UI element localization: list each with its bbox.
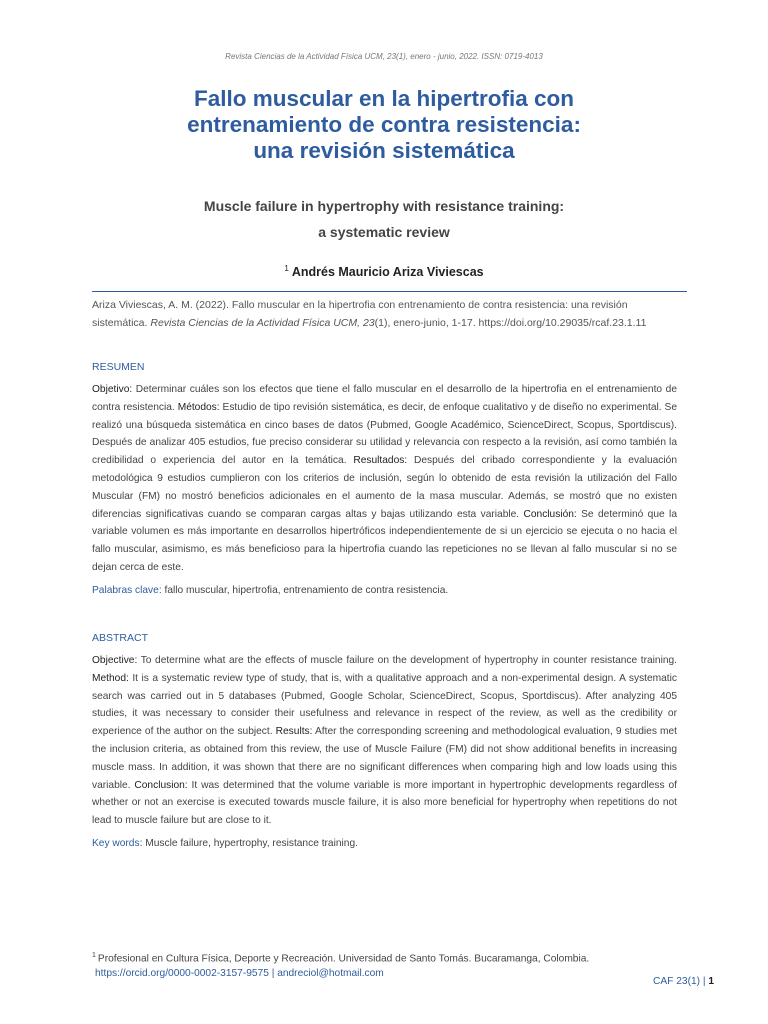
abstract-heading: ABSTRACT [92, 632, 149, 644]
palabras-clave-label: Palabras clave: [92, 584, 162, 596]
resumen-body [92, 381, 677, 577]
method-text: It is a systematic review type of study, that is, with a qualitative approach and a non-experimental design. A systematic search was carried out in 5 databases (Pubmed, Google Scholar, ScienceDirect, Scopus, Sportdiscus). After analyzing 405 studies, it was necessary to consider their usefulness and relevance in respect of the review, as well as the credibility or experience of the author on the subject. [92, 672, 677, 738]
conclusion-text: Se determinó que la variable volumen es más importante en desarrollos hipertróficos independientemente de si un ejercicio se ejecuta o no hacia el fallo muscular, asimismo, es más beneficioso para la hipertrofia cuando las repeticiones no se llevan al fallo muscular si no se dejan cerca de este. [92, 508, 677, 573]
objective-text: To determine what are the effects of muscle failure on the development of hypertrophy in counter resistance training. [137, 655, 677, 666]
metodos-label: Métodos: [177, 401, 220, 413]
conclusion-label: Conclusión: [523, 508, 577, 520]
objetivo-text: Determinar cuáles son los efectos que tiene el fallo muscular en el desarrollo de la hipertrofia en el entrenamiento de contra resistencia. [92, 384, 677, 413]
title-line: entrenamiento de contra resistencia: [187, 112, 581, 137]
results-text: After the corresponding screening and methodological evaluation, 9 studies met the inclusion criteria, as obtained from this review, the use of Muscle Failure (FM) did not show additional benefits in increasing muscle mass. In addition, it was shown that there are no significant differences when comparing high and low loads using this variable. [92, 726, 677, 791]
page-number: 1 [708, 976, 714, 987]
metodos-text: Estudio de tipo revisión sistemática, es decir, de enfoque cualitativo y de diseño no experimental. Se realizó una búsqueda sistemática en cinco bases de datos (Pubmed, Google Académico, ScienceDirect, Scopus, Sportdiscus). Después de analizar 405 estudios, fue preciso considerar su utilidad y relevancia con respecto a la revisión, así como también la credibilidad o experiencia del autor en la temática. [92, 401, 678, 467]
resumen-heading: RESUMEN [92, 361, 145, 373]
subtitle-line: a systematic review [318, 224, 450, 240]
title-line: una revisión sistemática [253, 138, 515, 163]
abstract-conclusion-text: It was determined that the volume variable is more important in hypertrophic developments regardless of whether or not an exercise is executed towards muscle failure, it is also more beneficial for hypertrophy when repetitions do not lead to muscle failure but are close to it. [92, 779, 677, 827]
key-words-label: Key words [92, 837, 140, 849]
method-label: Method: [92, 672, 129, 684]
article-title [80, 86, 688, 164]
objective-label: Objective: [92, 655, 138, 666]
palabras-clave [92, 582, 677, 599]
footnote-affiliation: Profesional en Cultura Física, Deporte y Recreación. Universidad de Santo Tomás. Bucaramanga, Colombia. [97, 953, 590, 965]
resultados-text: Después del cribado correspondiente y la evaluación metodológica 9 estudios cumplieron con los criterios de inclusión, según lo obtenido de esta revisión la utilización del Fallo Muscular (FM) no mostró beneficios adicionales en el aumento de la masa muscular. Además, se mostró que no existen diferencias significativas cuando se comparan cargas altas y bajas utilizando esta variable. [92, 455, 677, 520]
citation [92, 296, 677, 332]
abstract-conclusion-label: Conclusion: [134, 779, 188, 791]
subtitle-line: Muscle failure in hypertrophy with resistance training: [203, 198, 565, 214]
author-superscript: 1 [284, 264, 289, 273]
title-line: Fallo muscular en la hipertrofia con [193, 86, 575, 111]
footnote-links [92, 966, 692, 981]
key-words-text: : Muscle failure, hypertrophy, resistance training. [139, 837, 358, 849]
resultados-label: Resultados: [353, 455, 408, 467]
resumen-section [92, 361, 677, 599]
palabras-clave-text: fallo muscular, hipertrofia, entrenamiento de contra resistencia. [161, 584, 449, 596]
english-title [80, 193, 688, 245]
citation-divider [92, 291, 687, 292]
journal-header: Revista Ciencias de la Actividad Física UCM, 23(1), enero - junio, 2022. ISSN: 0719-4013 [225, 52, 543, 61]
author-footnote [92, 948, 692, 981]
orcid-link[interactable]: https://orcid.org/0000-0002-3157-9575 [95, 968, 269, 980]
footnote-affiliation-line [92, 948, 692, 966]
email-link[interactable]: andreciol@hotmail.com [277, 968, 384, 980]
abstract-body [92, 652, 677, 830]
page-footer [653, 976, 714, 987]
citation-suffix: (1), enero-junio, 1-17. https://doi.org/10.29035/rcaf.23.1.11 [374, 317, 647, 329]
footnote-separator: | [268, 968, 278, 980]
key-words [92, 835, 677, 852]
results-label: Results: [275, 726, 313, 738]
page-footer-label: CAF 23(1) | [653, 976, 709, 987]
abstract-section [92, 632, 677, 852]
author-name: Andrés Mauricio Ariza Viviescas [291, 265, 484, 280]
objetivo-label: Objetivo: [92, 384, 133, 395]
citation-prefix: Ariza Viviescas, A. M. (2022). Fallo muscular en la hipertrofia con entrenamiento de contra resistencia: una revisión sistemática. [92, 299, 628, 329]
citation-journal: Revista Ciencias de la Actividad Física UCM, 23 [150, 317, 375, 329]
author-line [0, 264, 768, 279]
footnote-superscript: 1 [92, 952, 96, 959]
